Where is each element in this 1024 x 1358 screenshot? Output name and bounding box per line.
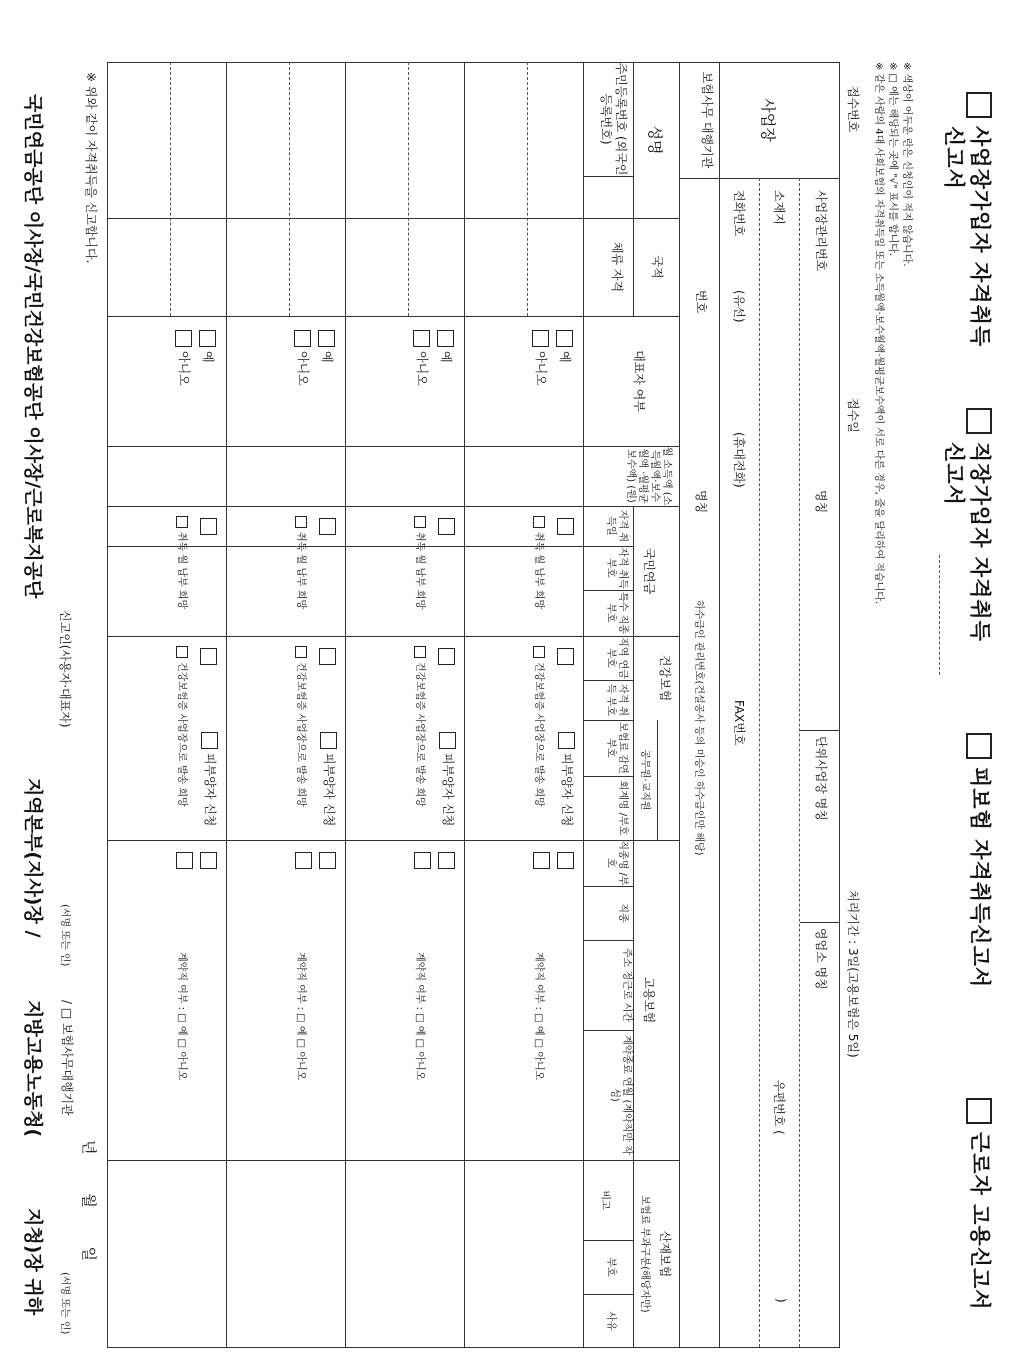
ei-checkbox-2[interactable] [295,852,312,869]
addressee-end: 지청)장 귀하 [22,1208,44,1316]
agency-no-label: 번호 [694,290,708,314]
hdr-civil-acct: 회계명 /부호 [617,780,628,836]
receipt-no-label: 접수번호 [846,86,860,133]
hi-card-label: 건강보험증 사업장으로 발송 희망 [414,662,425,807]
rep-no[interactable] [294,330,312,386]
hdr-ei-contract: 계약종료 연월 (계약직만 작성) [609,1035,632,1155]
rep-no-label: 아니오 [415,351,429,386]
hdr-nationality: 국적 [650,255,664,279]
sign-2: (서명 또는 인) [59,1272,70,1335]
hi-card[interactable] [295,646,310,807]
np-hope[interactable] [295,516,310,609]
np-hope-label: 취득 월 납부 희망 [176,532,187,610]
sub-rule-b [633,506,634,1348]
unit-name-label: 단위사업장 명칭 [814,736,828,821]
col-7 [108,636,680,637]
rule-sec-col [680,178,840,179]
np-code-checkbox[interactable] [200,518,217,535]
np-code-checkbox[interactable] [438,518,455,535]
hi-card-label: 건강보험증 사업장으로 발송 희망 [533,662,544,807]
rep-no-label: 아니오 [177,351,191,386]
col-4 [108,506,680,507]
hdr-np: 국민연금 [642,547,656,595]
title-hi-checkbox[interactable] [966,408,992,434]
hdr-ip-exempt: 보험료 부과구분(해당자만) [639,1195,650,1313]
ei-box-2[interactable] [414,852,433,873]
sign-1: (서명 또는 인) [59,904,70,967]
rule-right [108,1347,840,1348]
hdr-hi-code: 자격 취득 부호 [605,683,628,717]
rep-yes-checkbox[interactable] [437,330,454,347]
sub-contractor-note: 하수급인 관리번호(건설공사 등의 미승인 하수급인만 해당) [693,600,704,856]
title-np-text: 사업장가입자 자격취득 [968,126,992,348]
hi-card[interactable] [176,646,191,807]
np-hope-label: 취득 월 납부 희망 [295,532,306,610]
contract-flag: 계약직 여부 : □ 예 □ 아니오 [295,952,306,1081]
title-ei-text: 피보험 자격취득신고서 [968,767,992,989]
hi-card-label: 건강보험증 사업장으로 발송 희망 [176,662,187,807]
hi-card[interactable] [414,646,429,807]
note-3: ※ 같은 사람의 4대 사회보험의 자격취득일 또는 소득월액·보수월액·월평균보수액이 서로 다른 경우, 줄을 달리하여 적습니다. [873,62,884,605]
title-ei [966,733,996,988]
dependent-label: 피부양자 신청 [560,753,574,827]
agency-sign [59,1000,76,1116]
np-code-box[interactable] [200,518,219,539]
mobile-label: (휴대전화) [732,432,746,488]
agency-sign-text: / □ 보험사무대행기관 [60,1000,74,1116]
hdr-np-special: 특수 직종 부호 [605,592,628,634]
ei-checkbox-1[interactable] [200,852,217,869]
col-3 [108,446,680,447]
row-mid-rule [408,62,409,316]
rep-no[interactable] [532,330,550,386]
title-ip [966,1098,996,1311]
title-ip-checkbox[interactable] [966,1098,992,1124]
ei-checkbox-1[interactable] [438,852,455,869]
addressee-region: 지역본부(지사)장 / [22,778,44,938]
col-15 [108,1160,680,1161]
hi-code-box[interactable] [557,648,576,669]
hdr-resident-no: 주민등록번호 (외국인등록번호) [599,62,628,176]
agency-section: 보험사무 대행기관 [700,71,714,169]
dependent-checkbox[interactable] [320,732,337,749]
np-code-box[interactable] [438,518,457,539]
branch-name-label: 영업소 명칭 [814,928,828,990]
dependent-checkbox[interactable] [201,732,218,749]
hdr-civil: 공무원·교직원 [639,749,650,811]
title-hi-text: 직장가입자 자격취득 [968,442,992,642]
sub-rule-c [657,720,658,840]
rep-yes-checkbox[interactable] [556,330,573,347]
hi-code-checkbox[interactable] [438,648,455,665]
hi-code-box[interactable] [319,648,338,669]
np-hope-checkbox[interactable] [533,516,545,528]
rule-table-bottom [107,62,108,1348]
np-hope-label: 취득 월 납부 희망 [533,532,544,610]
hdr-ei-job: 직종 [617,903,628,923]
rep-yes[interactable] [199,330,217,363]
ws-name-label: 명칭 [814,490,828,514]
ei-box-2[interactable] [533,852,552,873]
ei-box-2[interactable] [176,852,195,873]
hi-code-checkbox[interactable] [319,648,336,665]
rep-yes-checkbox[interactable] [199,330,216,347]
rule-branch [800,922,840,923]
hdr-acq-date: 자격 취득일 [605,509,628,543]
row-mid-rule [170,62,171,316]
hdr-income: 월 소득액 (소득월액·보수월액 ·월평균보수액) (원) [625,446,672,506]
reporter-label: 신고인(사용자·대표자) [58,610,72,728]
title-np-sub: 신고서 [942,126,966,190]
hi-card-checkbox[interactable] [176,646,188,658]
rule-agency-top [719,62,720,1348]
fax-label: FAX번호 [732,700,746,746]
phone-label: 전화번호 [732,190,746,237]
hi-card-checkbox[interactable] [533,646,545,658]
hi-code-box[interactable] [438,648,457,669]
hi-code-box[interactable] [200,648,219,669]
np-code-checkbox[interactable] [557,518,574,535]
row-mid-rule [527,62,528,316]
hdr-ip: 산재보험 [658,1230,672,1278]
hdr-ip-code: 부호 [605,1257,616,1277]
rep-no[interactable] [175,330,193,386]
ei-checkbox-2[interactable] [533,852,550,869]
rule-unit [800,730,840,731]
np-hope[interactable] [533,516,548,609]
mgmt-no-label: 사업장관리번호 [814,190,828,272]
dependent-label: 피부양자 신청 [322,753,336,827]
col-17 [584,1294,634,1295]
title-np-checkbox[interactable] [966,92,992,118]
ei-box-1[interactable] [319,852,338,873]
np-hope-checkbox[interactable] [414,516,426,528]
addressee-np: 국민연금공단 이사장/국민건강보험공단 이사장/근로복지공단 [22,94,44,599]
col-1 [108,218,680,219]
postal-label: 우편번호 ( [772,1080,786,1135]
hdr-ei: 고용보험 [642,976,656,1024]
hdr-ei-hours: 주소 정근로 시간 [621,948,632,1022]
np-hope[interactable] [176,516,191,609]
title-ip-text: 근로자 고용신고서 [968,1132,992,1311]
ei-box-2[interactable] [295,852,314,873]
dependent-label: 피부양자 신청 [441,753,455,827]
rep-yes-label: 예 [439,351,453,363]
hdr-np-code: 자격 취득 부호 [605,547,628,589]
rep-no-checkbox[interactable] [413,330,430,347]
contract-flag: 계약직 여부 : □ 예 □ 아니오 [533,952,544,1081]
col-11 [108,840,680,841]
ei-checkbox-2[interactable] [414,852,431,869]
title-hi-sub: 신고서 [942,442,966,506]
note-2: ※ □ 에는 해당되는 곳에 "√" 표시를 합니다. [887,62,898,257]
dependent-checkbox[interactable] [558,732,575,749]
hdr-hi: 건강보험 [658,654,672,702]
sub-rule-a [633,62,634,316]
hdr-ei-note: 비고 [599,1190,610,1210]
np-hope[interactable] [414,516,429,609]
processing-period: 처리기간 : 3일(고용보험은 5일) [846,890,860,1058]
title-ei-checkbox[interactable] [966,733,992,759]
rep-no-checkbox[interactable] [532,330,549,347]
ei-box-1[interactable] [200,852,219,873]
hdr-np-job: 직역 연금 부호 [605,637,628,679]
rule-top [839,62,840,1348]
hi-card[interactable] [533,646,548,807]
dependent[interactable] [558,732,576,826]
row-mid-rule [289,62,290,316]
hi-card-checkbox[interactable] [295,646,307,658]
dependent-label: 피부양자 신청 [203,753,217,827]
row-rule [226,62,227,1348]
np-hope-checkbox[interactable] [295,516,307,528]
hi-code-checkbox[interactable] [557,648,574,665]
hdr-name: 성명 [646,125,664,155]
hi-card-label: 건강보험증 사업장으로 발송 희망 [295,662,306,807]
hdr-civil-job: 직종명 /부호 [605,840,628,886]
landline-label: (유선) [732,290,746,323]
rule-hdr-top [679,62,680,1348]
np-hope-checkbox[interactable] [176,516,188,528]
ei-checkbox-1[interactable] [557,852,574,869]
np-code-box[interactable] [319,518,338,539]
rep-yes-label: 예 [558,351,572,363]
rep-yes[interactable] [318,330,336,363]
note-1: ※ 색상이 어두운 란은 신청인이 적지 않습니다. [901,62,912,267]
rep-yes-label: 예 [201,351,215,363]
hdr-stay: 체류 자격 [610,241,624,293]
rule-left [108,62,840,63]
address-label: 소재지 [772,190,786,225]
ei-checkbox-2[interactable] [176,852,193,869]
rep-yes-label: 예 [320,351,334,363]
dependent[interactable] [201,732,219,826]
addressee-labor: 지방고용노동청( [22,1000,44,1138]
rule-hdr-bottom [583,62,584,1348]
postal-close: ) [774,1298,788,1303]
rep-yes-checkbox[interactable] [318,330,335,347]
ei-box-1[interactable] [438,852,457,873]
row-rule [464,62,465,1348]
agency-name-label: 명칭 [694,490,708,514]
receipt-date-label: 접수일 [846,398,860,433]
hdr-rep: 대표자 여부 [632,350,646,412]
statement: ※ 위와 같이 자격취득을 신고합니다. [84,72,98,264]
top-dash [939,555,940,675]
col-0b [584,176,634,177]
np-code-checkbox[interactable] [319,518,336,535]
np-hope-label: 취득 월 납부 희망 [414,532,425,610]
hdr-hi-reduce: 보험료 감면 부호 [605,722,628,774]
rule-ws-2 [759,178,760,1347]
workplace-section: 사업장 [759,98,777,142]
ei-box-1[interactable] [557,852,576,873]
rep-no-label: 아니오 [296,351,310,386]
rep-no-label: 아니오 [534,351,548,386]
dependent[interactable] [320,732,338,826]
hi-card-checkbox[interactable] [414,646,426,658]
dependent-checkbox[interactable] [439,732,456,749]
hi-code-checkbox[interactable] [200,648,217,665]
col-2 [108,316,680,317]
contract-flag: 계약직 여부 : □ 예 □ 아니오 [414,952,425,1081]
rep-no-checkbox[interactable] [294,330,311,347]
title-hi [966,408,996,642]
ei-checkbox-1[interactable] [319,852,336,869]
title-np [966,92,996,347]
hdr-ip-reason: 사유 [605,1311,616,1331]
report-date: 년 월 일 [80,1140,98,1262]
rep-no[interactable] [413,330,431,386]
rep-yes[interactable] [437,330,455,363]
rep-no-checkbox[interactable] [175,330,192,347]
rule-ws-1 [799,178,800,1347]
rep-yes[interactable] [556,330,574,363]
dependent[interactable] [439,732,457,826]
row-rule [345,62,346,1348]
np-code-box[interactable] [557,518,576,539]
contract-flag: 계약직 여부 : □ 예 □ 아니오 [176,952,187,1081]
